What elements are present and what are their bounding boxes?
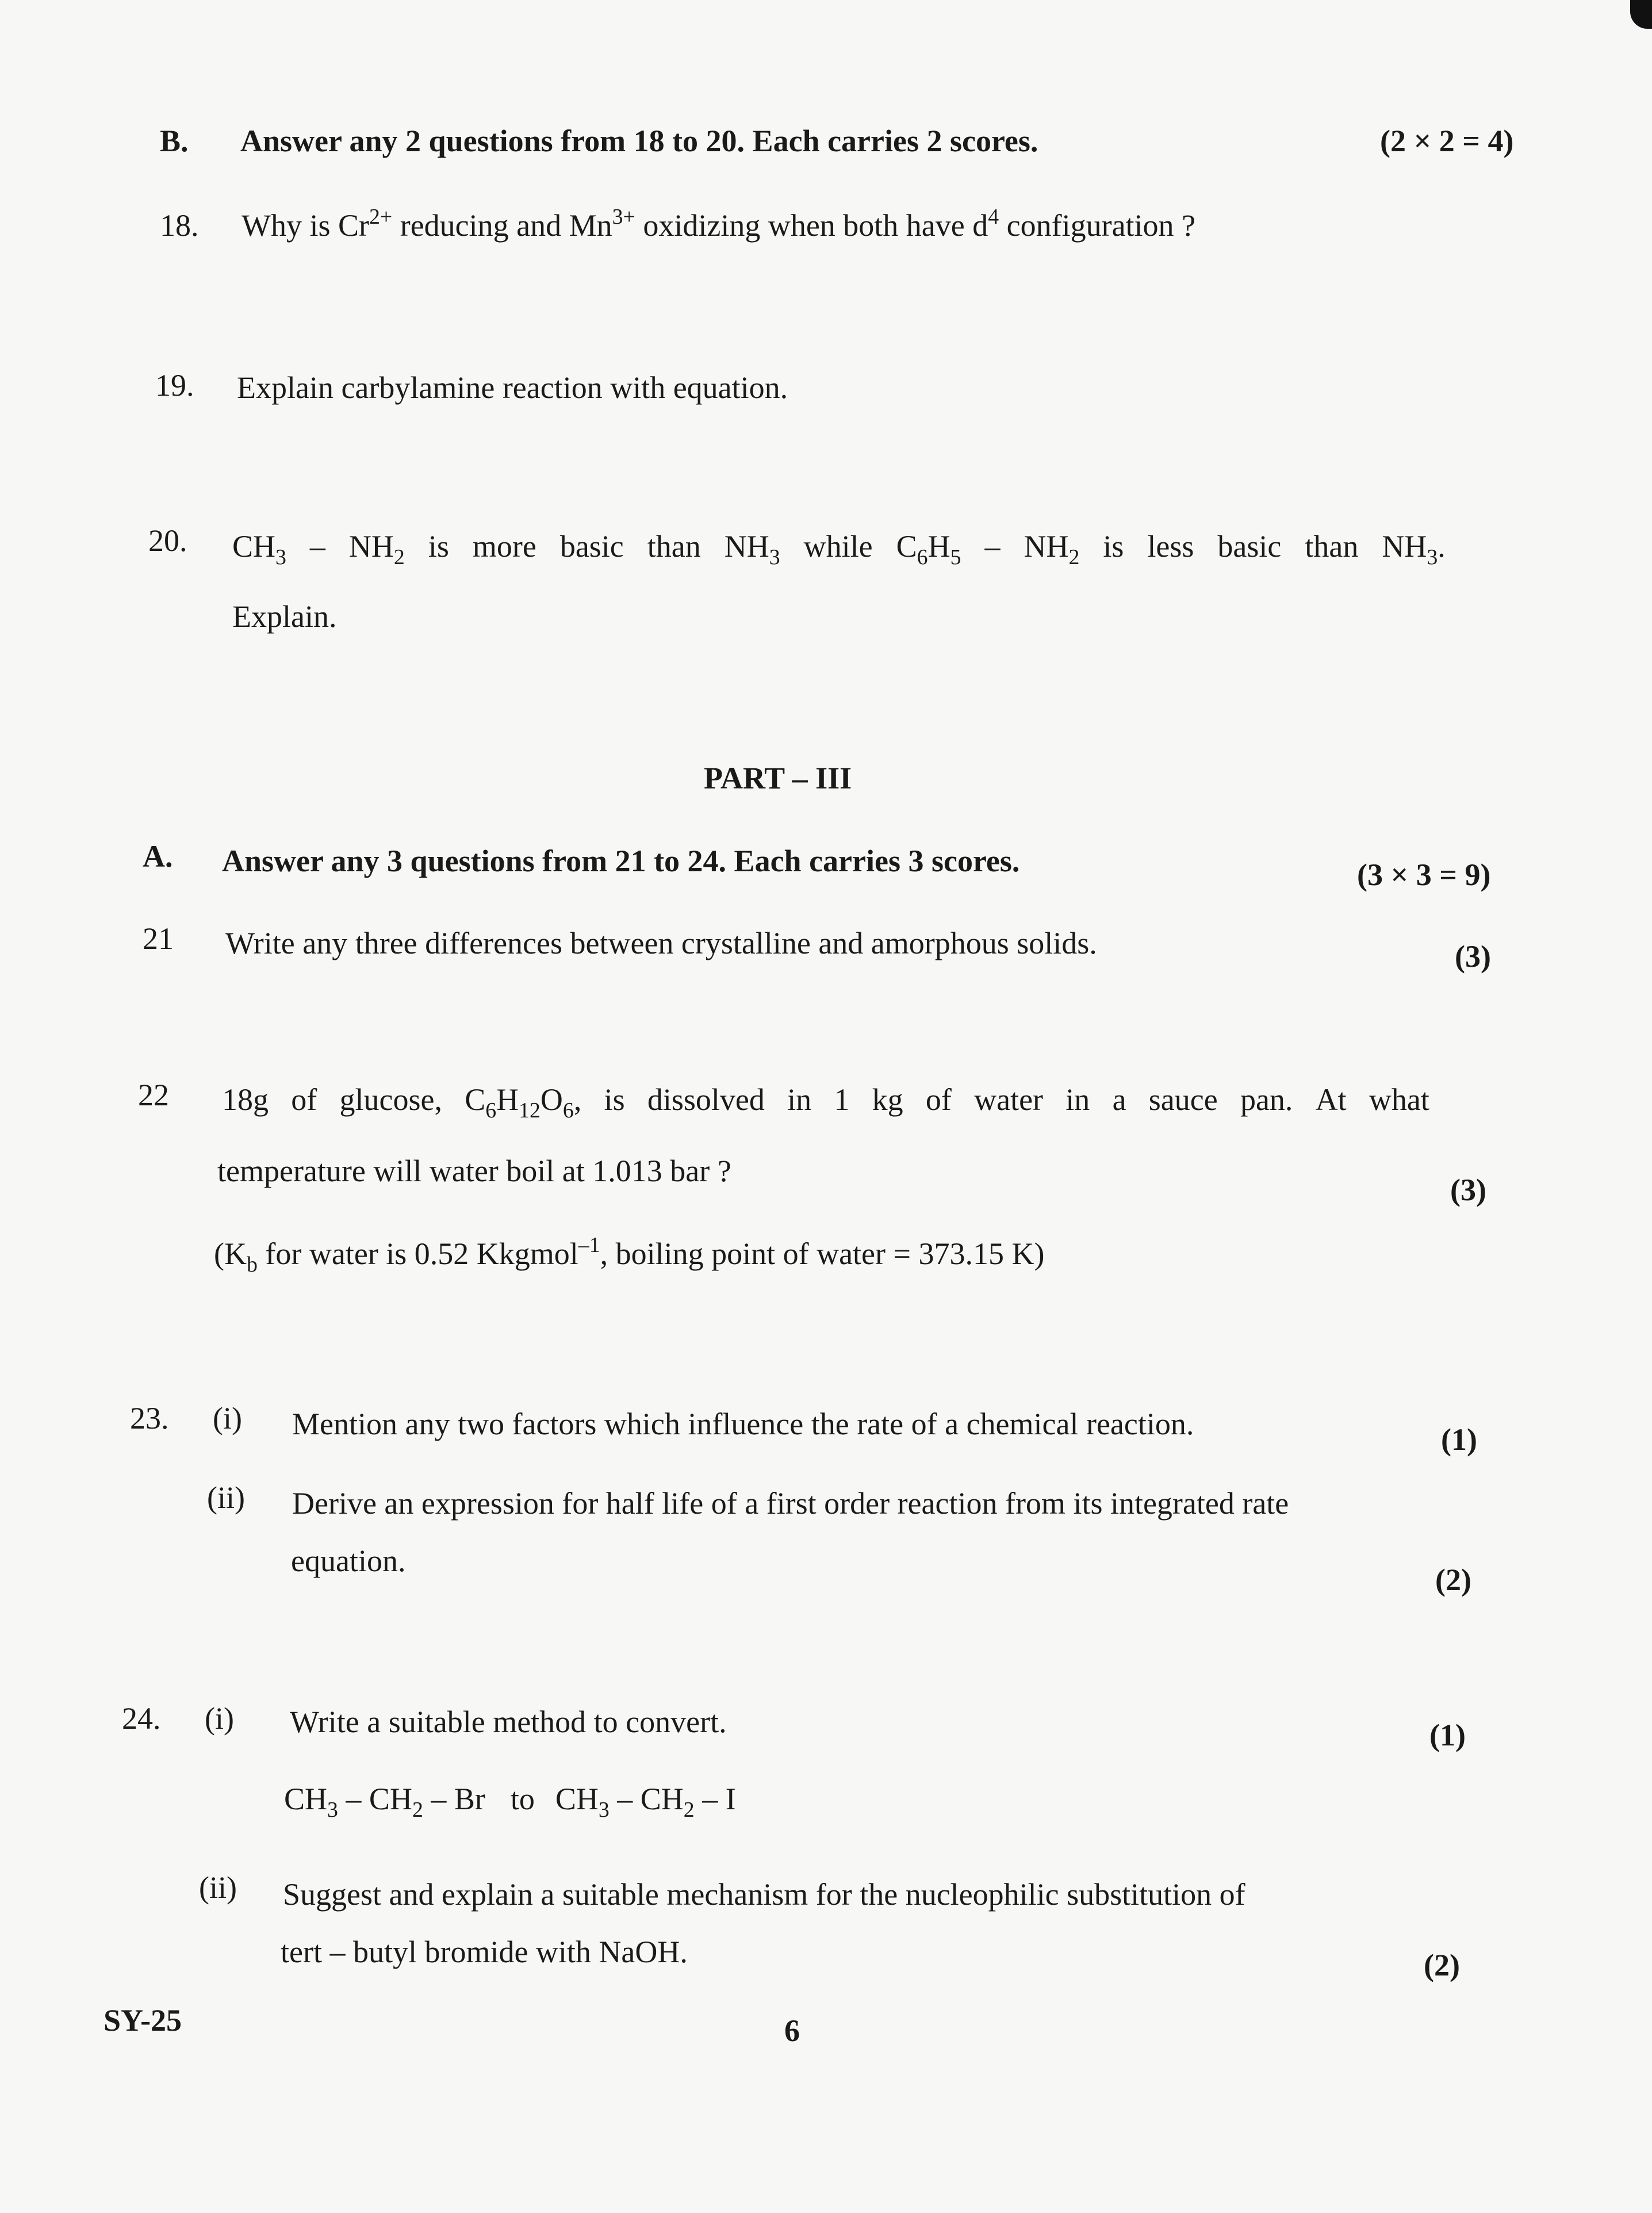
q23-part2-marks: (2)	[1435, 1563, 1471, 1597]
q24-part2-label: (ii)	[199, 1870, 237, 1905]
part-3-title: PART – III	[704, 761, 852, 795]
q24-part1-text: Write a suitable method to convert.	[290, 1705, 727, 1739]
q24-equation: $CH_3 - CH_2$ – Br to $CH_3 - CH_2$ – I	[284, 1782, 736, 1823]
scan-corner-mark	[1630, 0, 1652, 29]
q20-line1: $CH_3$ – $NH_2$ is more basic than $NH_3$ while $C_6H_5$ – $NH_2$ is less basic than $NH_3$.	[232, 529, 1446, 570]
q22-line2: temperature will water boil at 1.013 bar ?	[217, 1154, 731, 1188]
q22-line1: 18g of glucose, $C_6H_{12}O_6$, is dissolved in 1 kg of water in a sauce pan. At what	[222, 1082, 1429, 1123]
q24-part1-label: (i)	[205, 1701, 234, 1736]
q23-part2-line2: equation.	[291, 1544, 406, 1578]
page-number: 6	[784, 2013, 800, 2048]
q24-part2-marks: (2)	[1424, 1948, 1460, 1982]
q23-part1-marks: (1)	[1441, 1422, 1477, 1457]
section-a-scores: (3 × 3 = 9)	[1357, 857, 1491, 892]
q19-number: 19.	[155, 368, 194, 403]
footer-code: SY-25	[104, 2003, 182, 2038]
section-a-instruction: Answer any 3 questions from 21 to 24. Each carries 3 scores.	[222, 844, 1020, 878]
q19-text: Explain carbylamine reaction with equation.	[237, 370, 788, 405]
q21-number: 21	[143, 921, 174, 956]
q20-line2: Explain.	[232, 599, 337, 634]
q23-part1-label: (i)	[213, 1401, 242, 1435]
q21-text: Write any three differences between crystalline and amorphous solids.	[225, 926, 1097, 960]
q18-text: Why is $Cr^{2+}$ reducing and $Mn^{3+}$ oxidizing when both have $d^4$ configuration ?	[242, 205, 1196, 243]
q22-marks: (3)	[1450, 1173, 1486, 1207]
q24-part1-marks: (1)	[1429, 1718, 1466, 1752]
q24-part2-line2: tert – butyl bromide with NaOH.	[281, 1935, 688, 1969]
q21-marks: (3)	[1455, 939, 1491, 974]
q22-line3: ($K_b$ for water is 0.52 Kkgmol$^{-1}$, boiling point of water = 373.15 K)	[214, 1233, 1045, 1277]
q23-number: 23.	[130, 1401, 169, 1435]
section-b-scores: (2 × 2 = 4)	[1380, 124, 1514, 158]
q22-number: 22	[138, 1078, 169, 1112]
q24-part2-line1: Suggest and explain a suitable mechanism for the nucleophilic substitution of	[283, 1877, 1245, 1912]
section-a-label: A.	[143, 839, 173, 874]
q18-number: 18.	[160, 208, 199, 243]
q24-number: 24.	[122, 1701, 161, 1736]
q23-part2-label: (ii)	[207, 1480, 245, 1515]
q23-part2-line1: Derive an expression for half life of a first order reaction from its integrated rate	[292, 1486, 1289, 1521]
section-b-instruction: Answer any 2 questions from 18 to 20. Each carries 2 scores.	[240, 124, 1038, 158]
q20-number: 20.	[148, 523, 187, 558]
section-b-label: B.	[160, 124, 189, 158]
q23-part1-text: Mention any two factors which influence the rate of a chemical reaction.	[292, 1407, 1194, 1441]
